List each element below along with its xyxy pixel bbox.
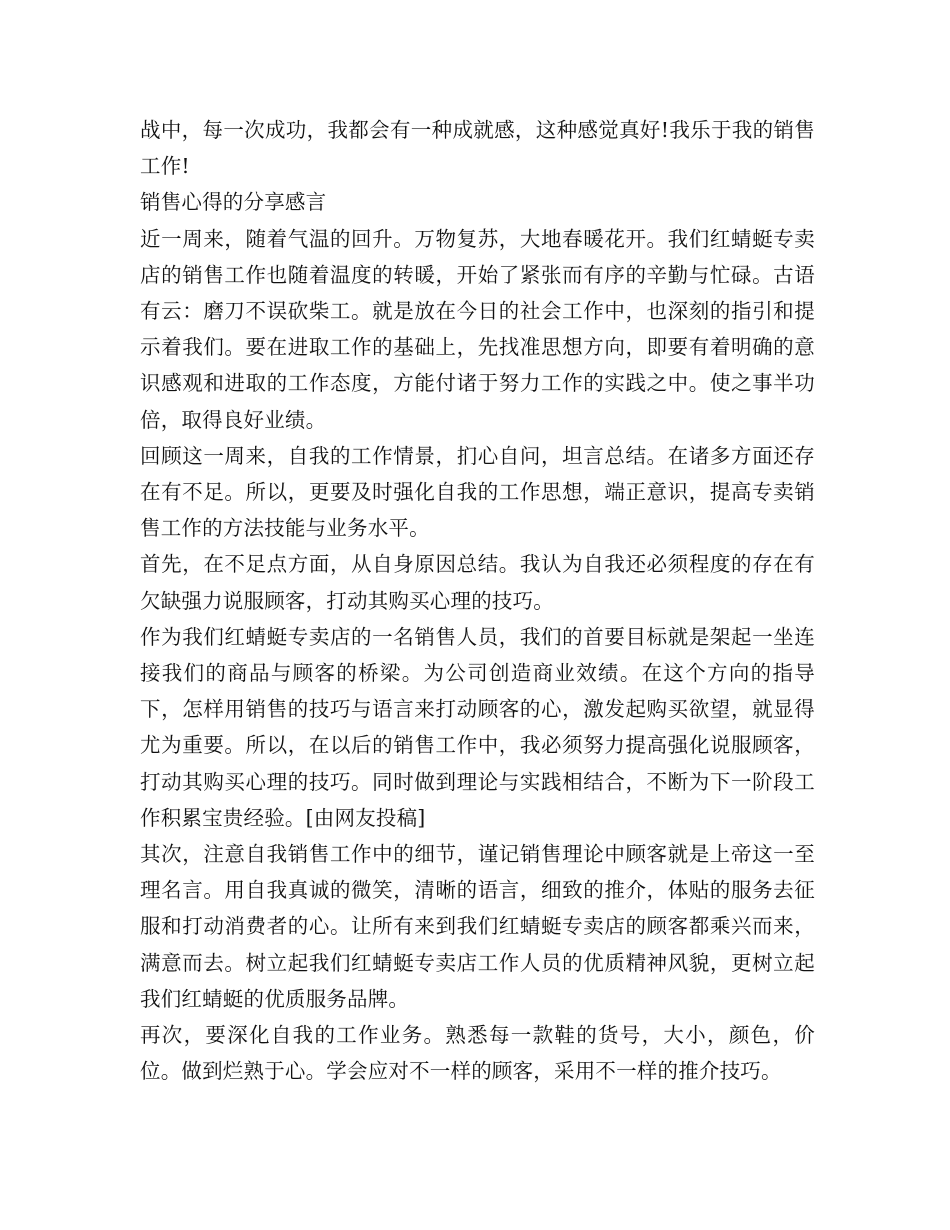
paragraph-continuation: 战中，每一次成功，我都会有一种成就感，这种感觉真好!我乐于我的销售工作!: [140, 118, 815, 179]
paragraph-review: 回顾这一周来，自我的工作情景，扪心自问，坦言总结。在诸多方面还存在有不足。所以，更要及时强化自我的工作思想，端正意识，提高专卖销售工作的方法技能与业务水平。: [140, 443, 815, 541]
paragraph-sales-role: 作为我们红蜻蜓专卖店的一名销售人员，我们的首要目标就是架起一坐连接我们的商品与顾客的桥梁。为公司创造商业效绩。在这个方向的指导下，怎样用销售的技巧与语言来打动顾客的心，激发起购买欲望，就显得尤为重要。所以，在以后的销售工作中，我必须努力提高强化说服顾客，打动其购买心理的技巧。同时做到理论与实践相结合，不断为下一阶段工作积累宝贵经验。[由网友投稿]: [140, 624, 815, 830]
document-body: [140, 112, 815, 1089]
paragraph-first-point: 首先，在不足点方面，从自身原因总结。我认为自我还必须程度的存在有欠缺强力说服顾客，打动其购买心理的技巧。: [140, 552, 815, 613]
section-heading: 销售心得的分享感言: [140, 190, 327, 215]
paragraph-intro: 近一周来，随着气温的回升。万物复苏，大地春暖花开。我们红蜻蜓专卖店的销售工作也随着温度的转暖，开始了紧张而有序的辛勤与忙碌。古语有云：磨刀不误砍柴工。就是放在今日的社会工作中，也深刻的指引和提示着我们。要在进取工作的基础上，先找准思想方向，即要有着明确的意识感观和进取的工作态度，方能付诸于努力工作的实践之中。使之事半功倍，取得良好业绩。: [140, 226, 815, 432]
paragraph-second-point: 其次，注意自我销售工作中的细节，谨记销售理论中顾客就是上帝这一至理名言。用自我真诚的微笑，清晰的语言，细致的推介，体贴的服务去征服和打动消费者的心。让所有来到我们红蜻蜓专卖店的顾客都乘兴而来，满意而去。树立起我们红蜻蜓专卖店工作人员的优质精神风貌，更树立起我们红蜻蜓的优质服务品牌。: [140, 842, 815, 1011]
paragraph-third-point: 再次，要深化自我的工作业务。熟悉每一款鞋的货号，大小，颜色，价位。做到烂熟于心。学会应对不一样的顾客，采用不一样的推介技巧。: [140, 1023, 815, 1084]
